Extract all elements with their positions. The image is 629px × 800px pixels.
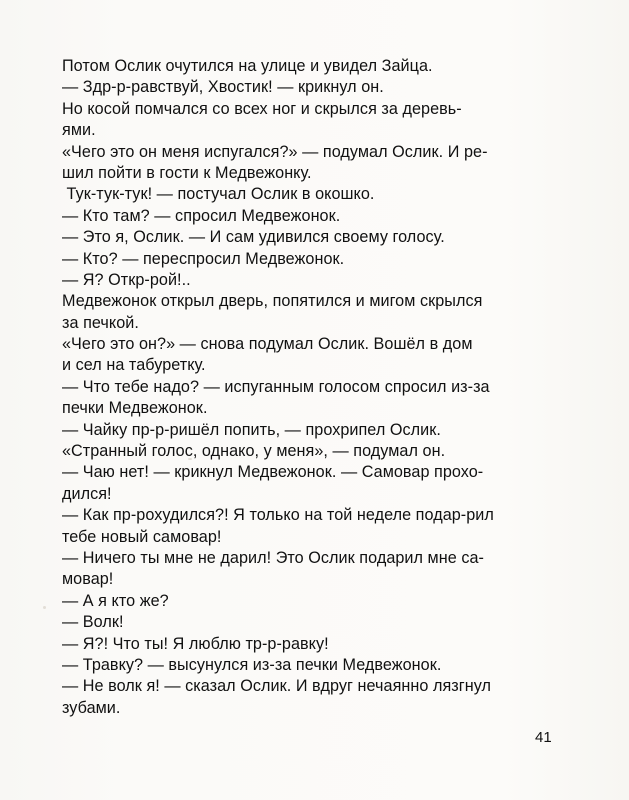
text-line-29: — Травку? — высунулся из-за печки Медвежонок. [62,655,442,674]
text-line-2: — Здр-р-равствуй, Хвостик! — крикнул он. [62,78,384,97]
text-line-6: шил пойти в гости к Медвежонку. [62,163,312,182]
text-line-22: — Как пр-рохудился?! Я только на той неделе подар-рил [62,506,494,525]
text-line-10: — Кто? — переспросил Медвежонок. [62,249,345,268]
text-line-27: — Волк! [62,613,124,632]
text-line-5: «Чего это он меня испугался?» — подумал Ослик. И ре- [62,142,488,161]
text-line-11: — Я? Откр-рой!.. [62,270,191,289]
text-line-7: Тук-тук-тук! — постучал Ослик в окошко. [62,185,375,204]
text-line-26: — А я кто же? [62,591,169,610]
paper-speck [43,606,46,609]
story-text [62,56,565,719]
text-line-4: ями. [62,121,96,140]
text-line-28: — Я?! Что ты! Я люблю тр-р-равку! [62,634,329,653]
text-line-12: Медвежонок открыл дверь, попятился и мигом скрылся [62,292,483,311]
text-line-25: мовар! [62,570,114,589]
text-line-20: — Чаю нет! — крикнул Медвежонок. — Самовар прохо- [62,463,484,482]
text-line-3: Но косой помчался со всех ног и скрылся за деревь- [62,99,462,118]
text-line-8: — Кто там? — спросил Медвежонок. [62,206,341,225]
text-line-24: — Ничего ты мне не дарил! Это Ослик подарил мне са- [62,548,484,567]
text-line-16: — Что тебе надо? — испуганным голосом спросил из-за [62,377,490,396]
text-line-14: «Чего это он?» — снова подумал Ослик. Вошёл в дом [62,335,473,354]
text-line-1: Потом Ослик очутился на улице и увидел Зайца. [62,57,433,75]
text-line-9: — Это я, Ослик. — И сам удивился своему голосу. [62,228,445,247]
text-line-23: тебе новый самовар! [62,527,222,546]
text-line-21: дился! [62,484,112,503]
page-number: 41 [535,729,552,746]
text-line-30: — Не волк я! — сказал Ослик. И вдруг нечаянно лязгнул [62,677,491,696]
text-line-15: и сел на табуретку. [62,356,206,375]
text-line-19: «Странный голос, однако, у меня», — подумал он. [62,442,446,461]
text-line-18: — Чайку пр-р-ришёл попить, — прохрипел Ослик. [62,420,441,439]
text-line-17: печки Медвежонок. [62,399,208,418]
text-line-31: зубами. [62,698,121,717]
text-line-13: за печкой. [62,313,139,332]
